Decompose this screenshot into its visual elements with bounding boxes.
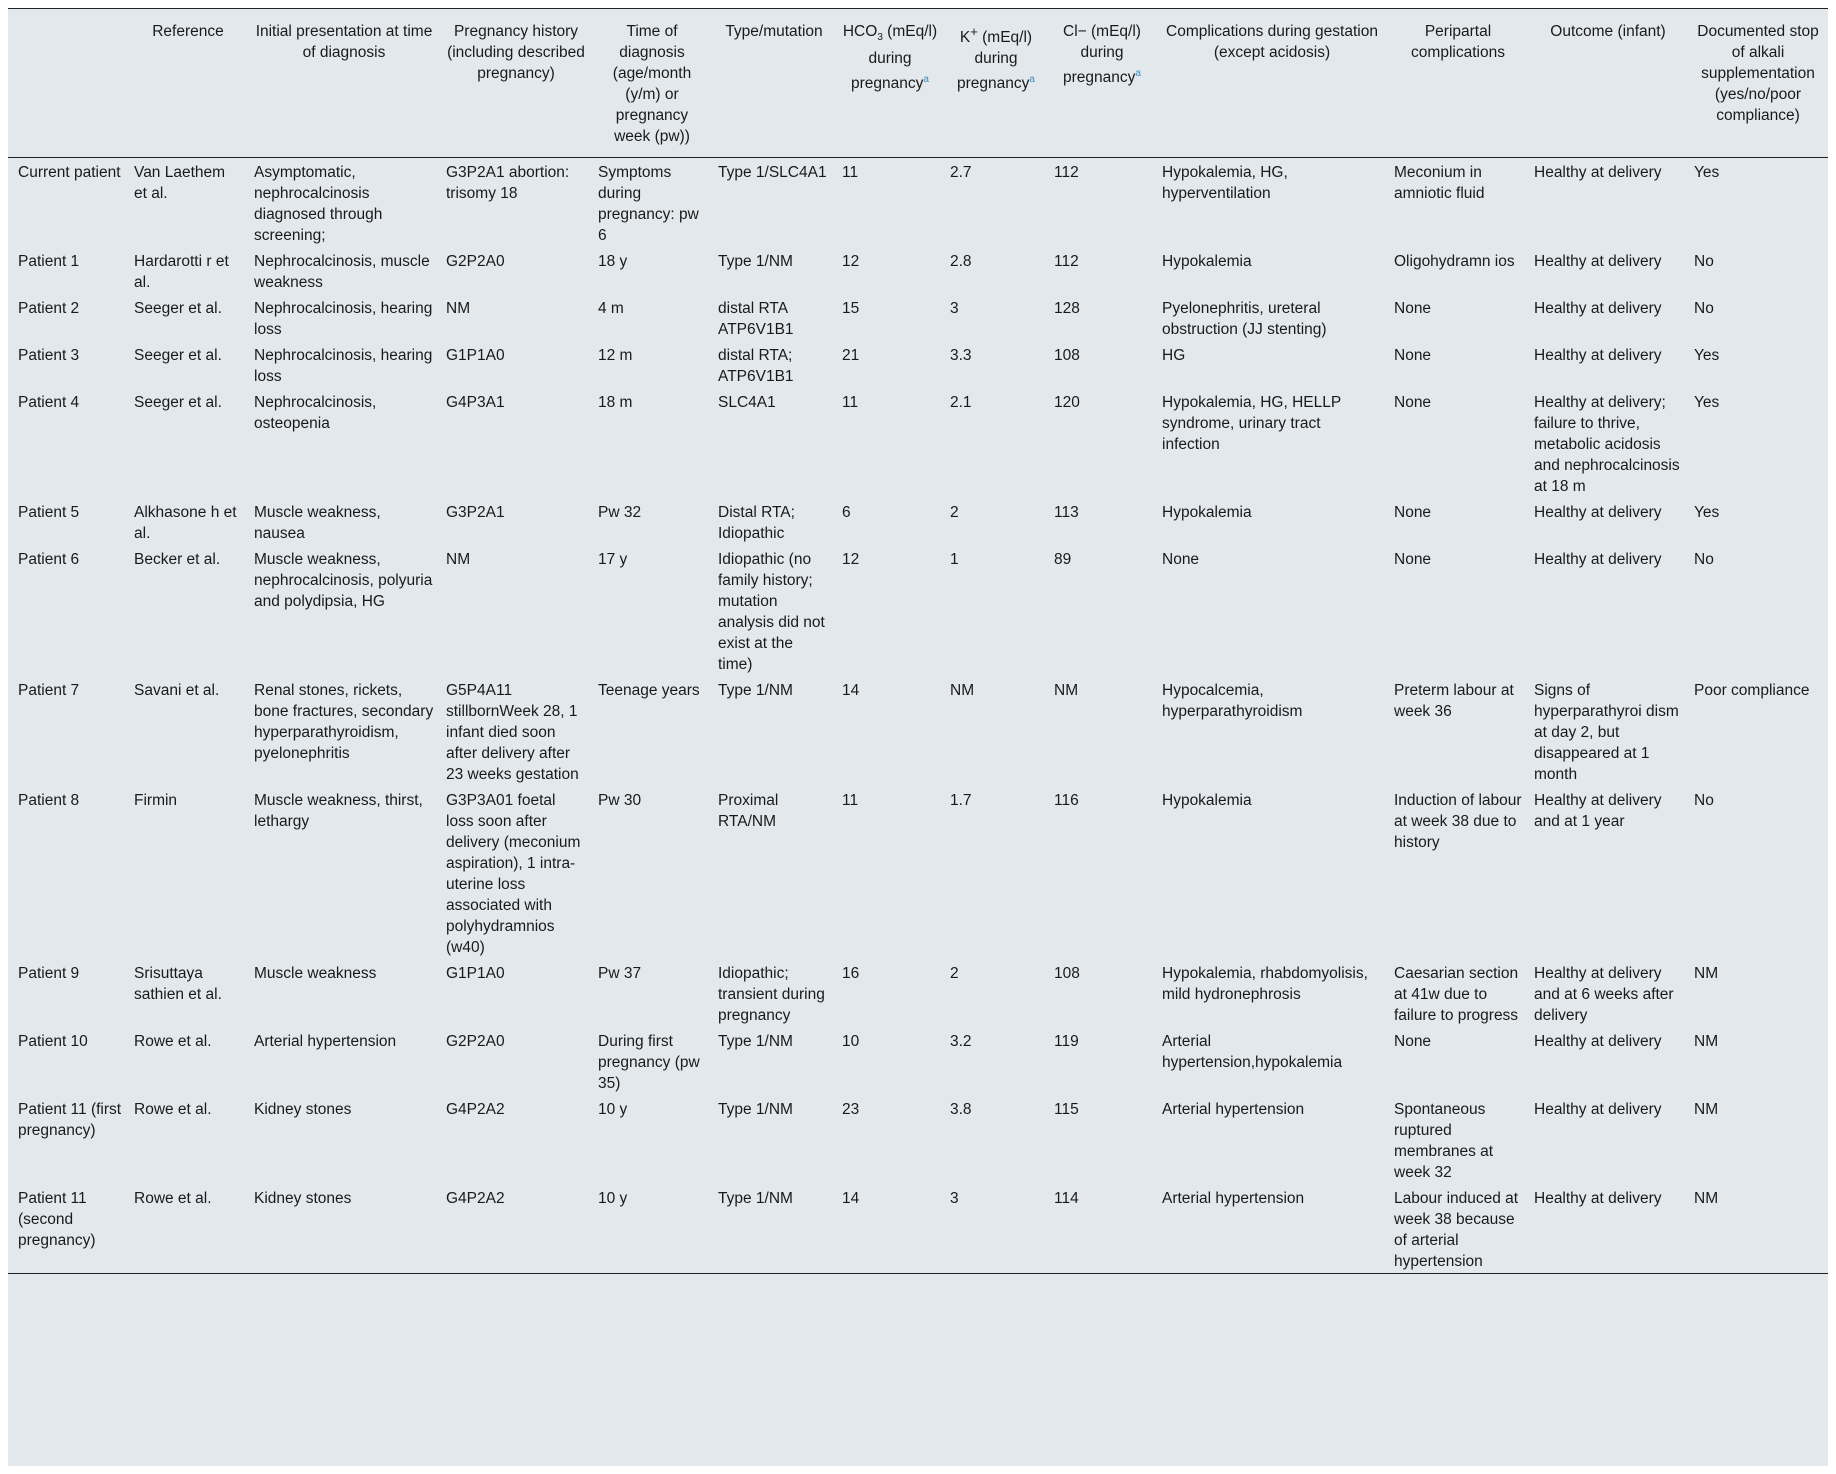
outcome-cell: Signs of hyperparathyroi dism at day 2, but disappeared at 1 month (1534, 682, 1679, 783)
reference-cell: Rowe et al. (128, 1184, 248, 1274)
pregnancy-history-cell: G1P1A0 (446, 965, 505, 982)
table-row (8, 1095, 1828, 1184)
type-mutation-cell: Idiopathic (no family history; mutation analysis did not exist at the time) (718, 551, 825, 673)
patient-cell: Current patient (18, 164, 121, 181)
pregnancy-history-cell: G2P2A0 (446, 253, 505, 270)
diagnosis-time-cell: Pw 30 (598, 792, 642, 809)
cl-label: Cl− (mEq/l) during pregnancy (1063, 23, 1141, 87)
hco3-cell: 11 (842, 792, 859, 809)
outcome-cell: Healthy at delivery (1534, 253, 1662, 270)
type-mutation-cell: Type 1/NM (718, 682, 793, 699)
reference-cell: Van Laethem et al. (134, 164, 226, 202)
type-mutation-cell: Type 1/NM (718, 1101, 793, 1118)
type-mutation-cell: distal RTA; ATP6V1B1 (718, 347, 794, 385)
hco3-cell: 11 (842, 394, 859, 411)
header-cell-alkali-stop: Documented stop of alkali supplementation (yes/no/poor compliance) (1688, 9, 1828, 158)
presentation-cell: Nephrocalcinosis, hearing loss (254, 347, 433, 385)
presentation-cell: Nephrocalcinosis, hearing loss (254, 300, 433, 338)
type-mutation-cell: Type 1/SLC4A1 (718, 164, 827, 181)
peripartal-complications-cell: None (1394, 551, 1432, 568)
header-cell-initial-presentation: Initial presentation at time of diagnosis (248, 9, 440, 158)
reference-cell: Rowe et al. (134, 1033, 212, 1050)
reference-cell: Seeger et al. (134, 300, 222, 317)
gestation-complications-cell: Arterial hypertension,hypokalemia (1162, 1033, 1343, 1071)
hco3-cell: 10 (842, 1033, 860, 1050)
gestation-complications-cell: Hypocalcemia, hyperparathyroidism (1162, 682, 1303, 720)
gestation-complications-cell: None (1162, 551, 1200, 568)
potassium-cell: 2.7 (950, 164, 972, 181)
table-body (8, 158, 1828, 1274)
header-cell-outcome: Outcome (infant) (1528, 9, 1688, 158)
patient-cell: Patient 4 (18, 394, 80, 411)
potassium-cell: 2 (950, 504, 959, 521)
table-header (8, 9, 1828, 158)
gestation-complications-cell: Arterial hypertension (1162, 1101, 1305, 1118)
peripartal-complications-cell: Oligohydramn ios (1394, 253, 1515, 270)
table-row (8, 388, 1828, 498)
alkali-stop-cell: Yes (1694, 504, 1720, 521)
gestation-complications-cell: Hypokalemia (1162, 792, 1252, 809)
header-cell-patient (8, 9, 128, 158)
presentation-cell: Muscle weakness, thirst, lethargy (254, 792, 423, 830)
potassium-cell: 1.7 (950, 792, 972, 809)
k-prefix: K (959, 29, 971, 47)
pregnancy-history-cell: G4P3A1 (446, 394, 505, 411)
presentation-cell: Asymptomatic, nephrocalcinosis diagnosed through screening; (254, 164, 383, 244)
pregnancy-history-cell: G3P2A1 (446, 504, 505, 521)
reference-cell: Hardarotti r et al. (134, 253, 229, 291)
header-row (8, 9, 1828, 158)
potassium-cell: 1 (950, 551, 959, 568)
chloride-cell: 112 (1054, 253, 1079, 270)
reference-cell: Seeger et al. (134, 394, 222, 411)
alkali-stop-cell: NM (1694, 965, 1719, 982)
pregnancy-history-cell: NM (446, 551, 471, 568)
k-suffix: (mEq/l) during pregnancy (957, 29, 1033, 93)
patient-cell: Patient 9 (18, 965, 80, 982)
peripartal-complications-cell: Meconium in amniotic fluid (1394, 164, 1485, 202)
footnote-marker[interactable]: a (1029, 74, 1035, 86)
potassium-cell: 2 (950, 965, 959, 982)
chloride-cell: 113 (1054, 504, 1079, 521)
pregnancy-history-cell: G5P4A11 stillbornWeek 28, 1 infant died soon after delivery after 23 weeks gestation (446, 682, 579, 783)
alkali-stop-cell: Yes (1694, 394, 1720, 411)
pregnancy-history-cell: G2P2A0 (446, 1033, 505, 1050)
pregnancy-history-cell: G4P2A2 (440, 1184, 592, 1274)
hco3-cell: 23 (842, 1101, 860, 1118)
table-row (8, 341, 1828, 388)
diagnosis-time-cell: 12 m (598, 347, 633, 364)
footnote-marker[interactable]: a (923, 74, 929, 86)
table-row (8, 545, 1828, 676)
gestation-complications-cell: Pyelonephritis, ureteral obstruction (JJ stenting) (1162, 300, 1327, 338)
patient-cell: Patient 11 (first pregnancy) (18, 1101, 122, 1139)
chloride-cell: 128 (1054, 300, 1080, 317)
reference-cell: Alkhasone h et al. (134, 504, 237, 542)
table-row (8, 294, 1828, 341)
potassium-cell: 3 (950, 300, 959, 317)
header-cell-gestation-complications: Complications during gestation (except acidosis) (1156, 9, 1388, 158)
patient-cell: Patient 6 (18, 551, 80, 568)
header-cell-potassium (944, 9, 1048, 158)
peripartal-complications-cell: Induction of labour at week 38 due to history (1394, 792, 1522, 851)
reference-cell: Savani et al. (134, 682, 220, 699)
type-mutation-cell: Idiopathic; transient during pregnancy (718, 965, 825, 1024)
table-row (8, 959, 1828, 1027)
peripartal-complications-cell: None (1394, 300, 1432, 317)
reference-cell: Srisuttaya sathien et al. (134, 965, 222, 1003)
diagnosis-time-cell: 17 y (598, 551, 628, 568)
peripartal-complications-cell: Preterm labour at week 36 (1394, 682, 1514, 720)
peripartal-complications-cell: None (1394, 394, 1432, 411)
chloride-cell: NM (1054, 682, 1079, 699)
diagnosis-time-cell: Symptoms during pregnancy: pw 6 (598, 164, 699, 244)
table-row (8, 786, 1828, 959)
header-cell-reference: Reference (128, 9, 248, 158)
alkali-stop-cell: NM (1688, 1184, 1828, 1274)
outcome-cell: Healthy at delivery (1534, 504, 1662, 521)
header-cell-peripartal-complications: Peripartal complications (1388, 9, 1528, 158)
patient-cell: Patient 5 (18, 504, 80, 521)
diagnosis-time-cell: Pw 32 (598, 504, 642, 521)
diagnosis-time-cell: 18 y (598, 253, 628, 270)
diagnosis-time-cell: Pw 37 (598, 965, 642, 982)
outcome-cell: Healthy at delivery (1534, 1101, 1662, 1118)
chloride-cell: 120 (1054, 394, 1080, 411)
header-cell-chloride (1048, 9, 1156, 158)
peripartal-complications-cell: Caesarian section at 41w due to failure to progress (1394, 965, 1519, 1024)
header-cell-pregnancy-history: Pregnancy history (including described pregnancy) (440, 9, 592, 158)
pregnancy-history-cell: NM (446, 300, 471, 317)
header-cell-time-of-diagnosis: Time of diagnosis (age/month (y/m) or pregnancy week (pw)) (592, 9, 712, 158)
peripartal-complications-cell: Spontaneous ruptured membranes at week 32 (1394, 1101, 1494, 1181)
diagnosis-time-cell: 10 y (592, 1184, 712, 1274)
chloride-cell: 112 (1054, 164, 1079, 181)
presentation-cell: Kidney stones (248, 1184, 440, 1274)
patient-cell: Patient 10 (18, 1033, 88, 1050)
alkali-stop-cell: No (1694, 792, 1714, 809)
hco3-cell: 6 (842, 504, 851, 521)
gestation-complications-cell: Hypokalemia, rhabdomyolisis, mild hydronephrosis (1162, 965, 1368, 1003)
gestation-complications-cell: Hypokalemia, HG, hyperventilation (1162, 164, 1288, 202)
outcome-cell: Healthy at delivery (1534, 1033, 1662, 1050)
gestation-complications-cell: Arterial hypertension (1156, 1184, 1388, 1274)
hco3-subscript: 3 (877, 32, 883, 44)
reference-cell: Becker et al. (134, 551, 221, 568)
presentation-cell: Muscle weakness, nephrocalcinosis, polyuria and polydipsia, HG (254, 551, 433, 610)
hco3-cell: 15 (842, 300, 860, 317)
potassium-cell: 2.8 (950, 253, 972, 270)
outcome-cell: Healthy at delivery and at 1 year (1534, 792, 1662, 830)
type-mutation-cell: Type 1/NM (718, 1033, 793, 1050)
potassium-cell: 3 (944, 1184, 1048, 1274)
alkali-stop-cell: NM (1694, 1101, 1719, 1118)
type-mutation-cell: Proximal RTA/NM (718, 792, 779, 830)
diagnosis-time-cell: 18 m (598, 394, 633, 411)
hco3-cell: 12 (842, 551, 860, 568)
type-mutation-cell: distal RTA ATP6V1B1 (718, 300, 794, 338)
peripartal-complications-cell: Labour induced at week 38 because of arterial hypertension (1388, 1184, 1528, 1274)
pregnancy-history-cell: G3P3A01 foetal loss soon after delivery (meconium aspiration), 1 intra-uterine loss associated with polyhydramnios (w40) (446, 792, 581, 956)
peripartal-complications-cell: None (1394, 1033, 1432, 1050)
hco3-cell: 16 (842, 965, 860, 982)
outcome-cell: Healthy at delivery (1534, 347, 1662, 364)
hco3-cell: 11 (842, 164, 859, 181)
patient-cell: Patient 2 (18, 300, 80, 317)
chloride-cell: 108 (1054, 965, 1080, 982)
chloride-cell: 108 (1054, 347, 1080, 364)
alkali-stop-cell: Yes (1694, 347, 1720, 364)
diagnosis-time-cell: During first pregnancy (pw 35) (598, 1033, 700, 1092)
presentation-cell: Muscle weakness, nausea (254, 504, 381, 542)
outcome-cell: Healthy at delivery and at 6 weeks after delivery (1534, 965, 1674, 1024)
patient-cell: Patient 3 (18, 347, 80, 364)
gestation-complications-cell: Hypokalemia (1162, 253, 1252, 270)
pregnancy-history-cell: G4P2A2 (446, 1101, 505, 1118)
presentation-cell: Nephrocalcinosis, osteopenia (254, 394, 377, 432)
chloride-cell: 119 (1054, 1033, 1079, 1050)
alkali-stop-cell: Yes (1694, 164, 1720, 181)
table-row (8, 676, 1828, 786)
alkali-stop-cell: No (1694, 253, 1714, 270)
table-row (8, 158, 1828, 248)
header-cell-type-mutation: Type/mutation (712, 9, 836, 158)
pregnancy-history-cell: G3P2A1 abortion: trisomy 18 (446, 164, 570, 202)
alkali-stop-cell: Poor compliance (1694, 682, 1810, 699)
diagnosis-time-cell: 10 y (598, 1101, 628, 1118)
presentation-cell: Kidney stones (254, 1101, 352, 1118)
header-cell-hco3 (836, 9, 944, 158)
peripartal-complications-cell: None (1394, 347, 1432, 364)
hco3-cell: 14 (836, 1184, 944, 1274)
patient-cell: Patient 11 (second pregnancy) (8, 1184, 128, 1274)
presentation-cell: Renal stones, rickets, bone fractures, secondary hyperparathyroidism, pyelonephritis (254, 682, 434, 762)
hco3-suffix: (mEq/l) during pregnancy (851, 23, 938, 93)
chloride-cell: 114 (1048, 1184, 1156, 1274)
reference-cell: Seeger et al. (134, 347, 222, 364)
potassium-cell: 3.2 (950, 1033, 972, 1050)
reference-cell: Firmin (134, 792, 178, 809)
table-row (8, 247, 1828, 294)
patient-cell: Patient 7 (18, 682, 80, 699)
table-row (8, 498, 1828, 545)
diagnosis-time-cell: Teenage years (598, 682, 700, 699)
type-mutation-cell: Distal RTA; Idiopathic (718, 504, 795, 542)
hco3-cell: 12 (842, 253, 860, 270)
type-mutation-cell: Type 1/NM (712, 1184, 836, 1274)
potassium-cell: 3.3 (950, 347, 972, 364)
table-row (8, 1027, 1828, 1095)
gestation-complications-cell: HG (1162, 347, 1186, 364)
outcome-cell: Healthy at delivery; failure to thrive, metabolic acidosis and nephrocalcinosis at 18 m (1534, 394, 1680, 495)
patient-cell: Patient 1 (18, 253, 80, 270)
hco3-cell: 21 (842, 347, 860, 364)
diagnosis-time-cell: 4 m (598, 300, 624, 317)
type-mutation-cell: SLC4A1 (718, 394, 776, 411)
outcome-cell: Healthy at delivery (1528, 1184, 1688, 1274)
table-row (8, 1184, 1828, 1274)
gestation-complications-cell: Hypokalemia, HG, HELLP syndrome, urinary tract infection (1162, 394, 1341, 453)
gestation-complications-cell: Hypokalemia (1162, 504, 1252, 521)
reference-cell: Rowe et al. (134, 1101, 212, 1118)
pregnancy-rta-table (8, 8, 1828, 1274)
presentation-cell: Muscle weakness (254, 965, 377, 982)
chloride-cell: 116 (1054, 792, 1079, 809)
presentation-cell: Arterial hypertension (254, 1033, 397, 1050)
alkali-stop-cell: No (1694, 551, 1714, 568)
hco3-prefix: HCO (842, 23, 878, 40)
chloride-cell: 89 (1054, 551, 1072, 568)
type-mutation-cell: Type 1/NM (718, 253, 793, 270)
data-table-container (8, 8, 1828, 1466)
presentation-cell: Nephrocalcinosis, muscle weakness (254, 253, 430, 291)
peripartal-complications-cell: None (1394, 504, 1432, 521)
alkali-stop-cell: No (1694, 300, 1714, 317)
outcome-cell: Healthy at delivery (1534, 164, 1662, 181)
footnote-marker[interactable]: a (1135, 68, 1141, 79)
pregnancy-history-cell: G1P1A0 (446, 347, 505, 364)
k-superscript: + (970, 24, 978, 39)
alkali-stop-cell: NM (1694, 1033, 1719, 1050)
outcome-cell: Healthy at delivery (1534, 551, 1662, 568)
outcome-cell: Healthy at delivery (1534, 300, 1662, 317)
potassium-cell: 2.1 (950, 394, 972, 411)
potassium-cell: 3.8 (950, 1101, 972, 1118)
potassium-cell: NM (950, 682, 975, 699)
patient-cell: Patient 8 (18, 792, 80, 809)
hco3-cell: 14 (842, 682, 860, 699)
chloride-cell: 115 (1054, 1101, 1079, 1118)
